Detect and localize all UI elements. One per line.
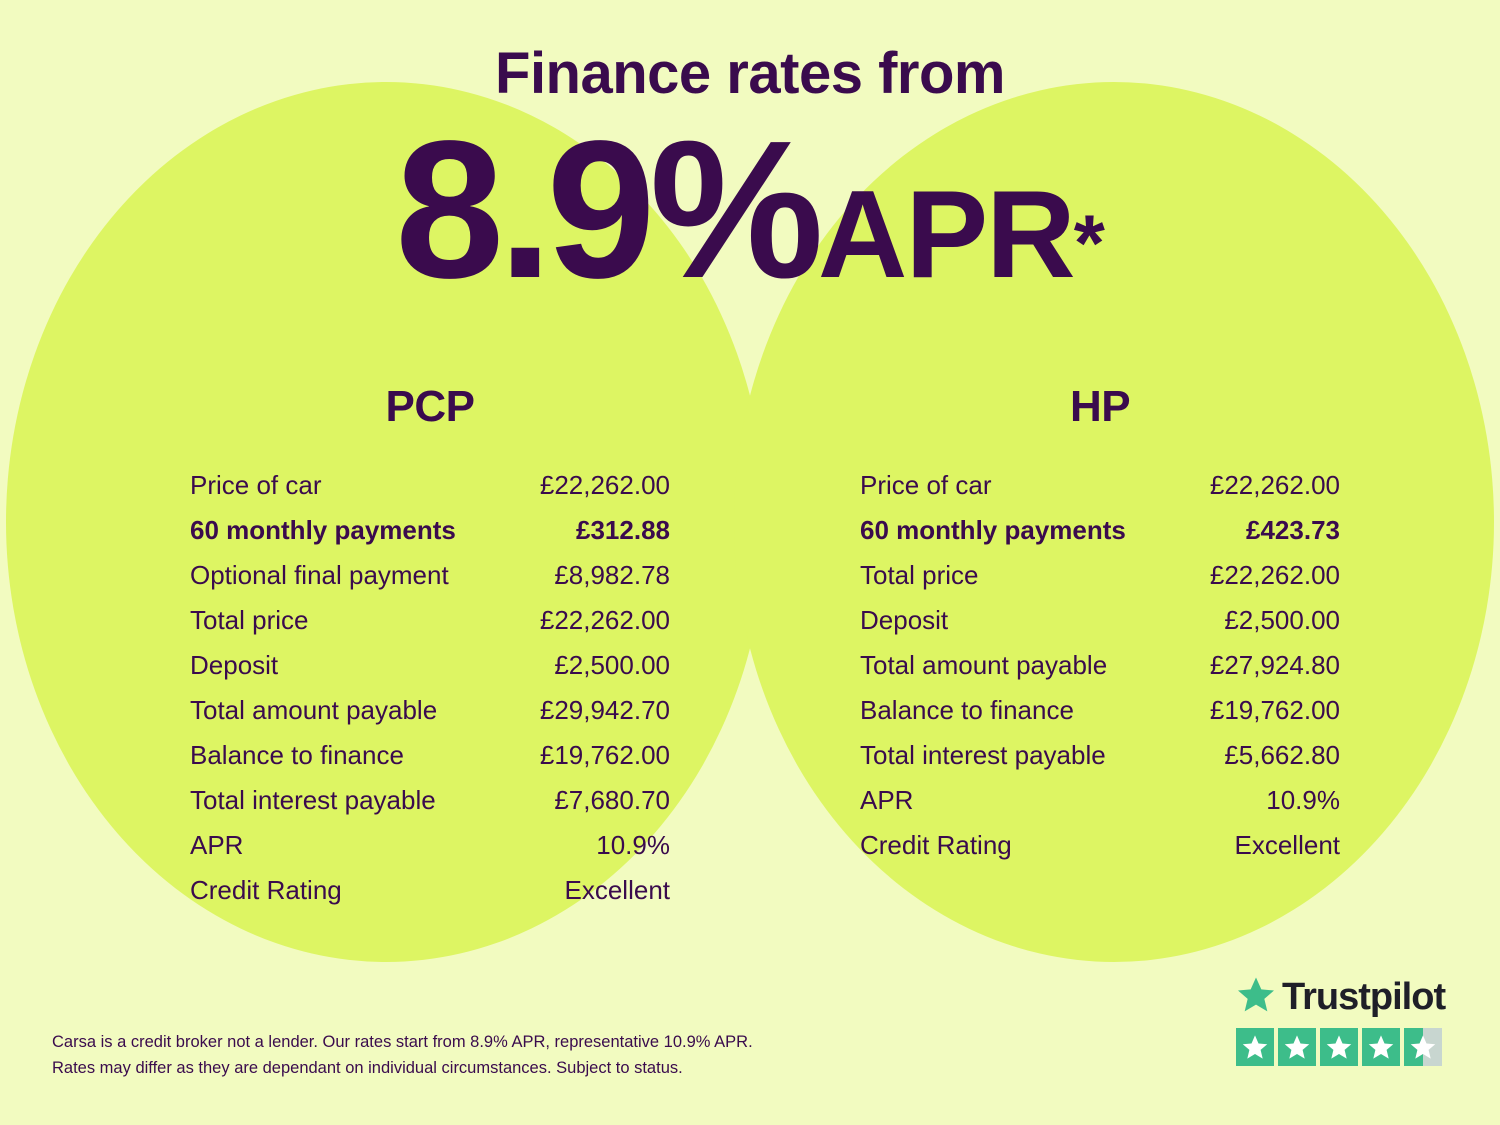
table-row [820, 785, 1380, 830]
table-row [820, 470, 1380, 515]
row-label: Balance to finance [190, 740, 404, 770]
trustpilot-header [1236, 975, 1448, 1020]
finance-panel-pcp [150, 382, 710, 920]
row-value: £22,262.00 [1209, 470, 1340, 500]
row-label: Total amount payable [860, 650, 1108, 680]
row-label: Price of car [860, 470, 992, 500]
table-row [820, 695, 1380, 740]
row-value: £19,762.00 [1209, 695, 1340, 725]
row-label: APR [190, 830, 244, 860]
row-value: £8,982.78 [554, 560, 670, 590]
table-row [820, 830, 1380, 875]
row-label: Total interest payable [860, 740, 1106, 770]
finance-rows-pcp [150, 470, 710, 920]
table-row [150, 785, 710, 830]
trustpilot-badge[interactable] [1236, 975, 1448, 1066]
row-value: Excellent [564, 875, 670, 905]
row-value: £5,662.80 [1224, 740, 1340, 770]
row-label: Deposit [190, 650, 279, 680]
rating-star-1-icon [1236, 1028, 1274, 1066]
table-row [150, 830, 710, 875]
apr-headline [0, 100, 1500, 319]
table-row [820, 650, 1380, 695]
row-label: 60 monthly payments [190, 515, 456, 545]
rating-star-2-icon [1278, 1028, 1316, 1066]
table-row [820, 515, 1380, 560]
row-label: Total amount payable [190, 695, 438, 725]
row-label: Total price [860, 560, 979, 590]
table-row [820, 605, 1380, 650]
table-row [820, 560, 1380, 605]
row-value: £423.73 [1246, 515, 1340, 545]
rating-star-5-half-icon [1404, 1028, 1442, 1066]
row-value: 10.9% [1266, 785, 1340, 815]
row-label: APR [860, 785, 914, 815]
row-label: Balance to finance [860, 695, 1074, 725]
row-value: £7,680.70 [554, 785, 670, 815]
row-value: £27,924.80 [1209, 650, 1340, 680]
table-row [150, 515, 710, 560]
table-row [150, 560, 710, 605]
panel-title-pcp: PCP [385, 382, 475, 431]
table-row [820, 740, 1380, 785]
rating-star-3-icon [1320, 1028, 1358, 1066]
row-value: £2,500.00 [554, 650, 670, 680]
trustpilot-star-icon [1236, 975, 1276, 1020]
row-label: Total price [190, 605, 309, 635]
table-row [150, 875, 710, 920]
row-label: Price of car [190, 470, 322, 500]
table-row [150, 605, 710, 650]
row-label: Deposit [860, 605, 949, 635]
apr-unit-label: APR [817, 166, 1074, 304]
panel-title-hp: HP [1069, 382, 1131, 431]
finance-panel-hp [820, 382, 1380, 875]
table-row [150, 695, 710, 740]
disclaimer-line-2: Rates may differ as they are dependant on individual circumstances. Subject to status. [52, 1058, 683, 1077]
finance-rows-hp [820, 470, 1380, 875]
row-label: 60 monthly payments [860, 515, 1126, 545]
row-value: £22,262.00 [1209, 560, 1340, 590]
disclaimer-line-1: Carsa is a credit broker not a lender. Our rates start from 8.9% APR, representative 10.9% APR. [52, 1033, 753, 1051]
row-value: £22,262.00 [539, 470, 670, 500]
row-value: £29,942.70 [539, 695, 670, 725]
apr-rate-value: 8.9% [395, 100, 818, 319]
row-label: Credit Rating [190, 875, 342, 905]
page-title: Finance rates from [495, 41, 1005, 106]
row-value: 10.9% [596, 830, 670, 860]
disclaimer-text [52, 1030, 952, 1081]
trustpilot-rating-stars [1236, 1028, 1448, 1066]
row-value: £312.88 [576, 515, 670, 545]
row-value: Excellent [1234, 830, 1340, 860]
table-row [150, 740, 710, 785]
trustpilot-wordmark: Trustpilot [1282, 976, 1446, 1018]
row-value: £2,500.00 [1224, 605, 1340, 635]
row-label: Credit Rating [860, 830, 1012, 860]
row-value: £22,262.00 [539, 605, 670, 635]
apr-asterisk: * [1073, 198, 1105, 288]
row-value: £19,762.00 [539, 740, 670, 770]
row-label: Optional final payment [190, 560, 449, 590]
table-row [150, 470, 710, 515]
rating-star-4-icon [1362, 1028, 1400, 1066]
table-row [150, 650, 710, 695]
row-label: Total interest payable [190, 785, 436, 815]
